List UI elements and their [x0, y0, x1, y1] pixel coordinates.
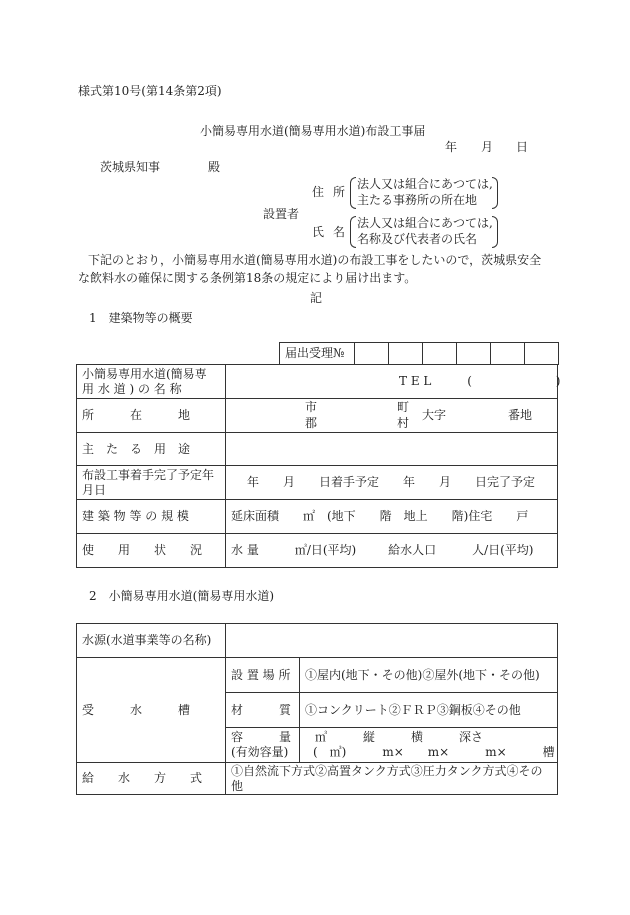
- body-text-line1: 下記のとおり，小簡易専用水道(簡易専用水道)の布設工事をしたいので，茨城県安全: [88, 253, 542, 267]
- tel-label: T E L: [399, 374, 432, 388]
- name-brace-right: [492, 216, 498, 248]
- supply-value[interactable]: ①自然流下方式②高置タンク方式③圧力タンク方式④その他: [226, 763, 558, 795]
- loc-oaza: 大字: [422, 408, 447, 422]
- purpose-value[interactable]: [226, 433, 558, 466]
- row-location: [77, 399, 558, 433]
- row-source: [77, 624, 558, 658]
- schedule-label-2: 月日: [82, 482, 107, 497]
- receipt-label: 届出受理№: [280, 343, 355, 365]
- row-supply: [77, 763, 558, 795]
- date-year: 年: [445, 140, 458, 154]
- place-value[interactable]: ①屋内(地下・その他)②屋外(地下・その他): [300, 658, 558, 693]
- address-note-2: 主たる事務所の所在地: [357, 193, 478, 207]
- date-month: 月: [481, 140, 494, 154]
- scale-value[interactable]: [226, 500, 558, 534]
- section2-heading: 2 小簡易専用水道(簡易専用水道): [89, 589, 274, 603]
- waterworks-name-label-1: 小簡易専用水道(簡易専: [82, 366, 207, 381]
- material-value[interactable]: ①コンクリート②ＦＲＰ③鋼板④その他: [300, 693, 558, 728]
- schedule-value-text: 年 月 日着手予定 年 月 日完了予定: [247, 475, 536, 489]
- waterworks-table: [76, 623, 558, 795]
- section1-heading: 1 建築物等の概要: [89, 311, 193, 325]
- form-number: 様式第10号(第14条第2項): [78, 84, 222, 98]
- schedule-label: [77, 466, 226, 500]
- honorific: 殿: [208, 160, 221, 174]
- waterworks-name-value[interactable]: [226, 365, 561, 399]
- row-scale: [77, 500, 558, 534]
- purpose-label: 主 た る 用 途: [77, 433, 226, 466]
- row-waterworks-name: [77, 365, 558, 399]
- schedule-label-1: 布設工事着手完了予定年: [82, 467, 215, 482]
- loc-banchi: 番地: [508, 408, 533, 422]
- name-label-1: 氏: [312, 225, 325, 239]
- loc-town: 町: [397, 400, 410, 414]
- schedule-value[interactable]: [226, 466, 558, 500]
- receipt-cell-2[interactable]: [389, 343, 423, 365]
- receipt-number-box: [279, 342, 559, 365]
- usage-label: 使 用 状 況: [77, 534, 226, 568]
- name-note-1: 法人又は組合にあつては,: [357, 216, 493, 230]
- row-tank-place: [77, 658, 558, 693]
- address-note-1: 法人又は組合にあつては,: [357, 177, 493, 191]
- capacity-value[interactable]: [300, 728, 558, 763]
- tel-close: ): [555, 374, 561, 388]
- tank-label: 受 水 槽: [77, 658, 226, 763]
- loc-county: 郡: [305, 416, 318, 430]
- capacity-row-2: ( ㎥) m× m× m× 槽: [313, 745, 555, 759]
- applicant-label: 設置者: [263, 207, 300, 221]
- receipt-cell-3[interactable]: [423, 343, 457, 365]
- name-label-2: 名: [333, 225, 346, 239]
- capacity-label: [226, 728, 300, 763]
- loc-village: 村: [397, 416, 410, 430]
- name-brace-left: [350, 216, 356, 248]
- location-value[interactable]: [226, 399, 558, 433]
- capacity-label-2: (有効容量): [231, 745, 289, 759]
- row-schedule: [77, 466, 558, 500]
- ki-marker: 記: [310, 291, 323, 305]
- address-brace-right: [492, 177, 498, 209]
- scale-value-text: 延床面積 ㎡ (地下 階 地上 階)住宅 戸: [231, 509, 529, 523]
- loc-city: 市: [305, 400, 318, 414]
- address-brace-left: [350, 177, 356, 209]
- scale-label: 建 築 物 等 の 規 模: [77, 500, 226, 534]
- address-label-1: 住: [312, 185, 325, 199]
- waterworks-name-label-2: 用 水 道 ) の 名 称: [82, 381, 182, 396]
- supply-label: 給 水 方 式: [77, 763, 226, 795]
- row-usage: [77, 534, 558, 568]
- place-label: 設 置 場 所: [226, 658, 300, 693]
- waterworks-name-label: [77, 365, 226, 399]
- receipt-cell-1[interactable]: [355, 343, 389, 365]
- usage-value[interactable]: [226, 534, 558, 568]
- capacity-row-1: ㎥ 縦 横 深さ: [315, 730, 484, 744]
- receipt-cell-6[interactable]: [525, 343, 559, 365]
- name-note-2: 名称及び代表者の氏名: [357, 232, 478, 246]
- document-title: 小簡易専用水道(簡易専用水道)布設工事届: [200, 124, 426, 138]
- row-purpose: [77, 433, 558, 466]
- receipt-cell-5[interactable]: [491, 343, 525, 365]
- source-label: 水源(水道事業等の名称): [77, 624, 226, 658]
- addressee: 茨城県知事: [100, 160, 161, 174]
- usage-water: 水 量 ㎥/日(平均): [231, 543, 357, 557]
- tel-open: (: [467, 374, 472, 388]
- capacity-label-1: 容 量: [231, 730, 292, 744]
- location-label: 所 在 地: [77, 399, 226, 433]
- receipt-cell-4[interactable]: [457, 343, 491, 365]
- body-text-line2: な飲料水の確保に関する条例第18条の規定により届け出ます。: [78, 271, 417, 285]
- date-day: 日: [516, 140, 529, 154]
- address-label-2: 所: [333, 185, 346, 199]
- source-value[interactable]: [226, 624, 558, 658]
- building-overview-table: [76, 364, 561, 568]
- usage-people: 給水人口 人/日(平均): [388, 543, 534, 557]
- material-label: 材 質: [226, 693, 300, 728]
